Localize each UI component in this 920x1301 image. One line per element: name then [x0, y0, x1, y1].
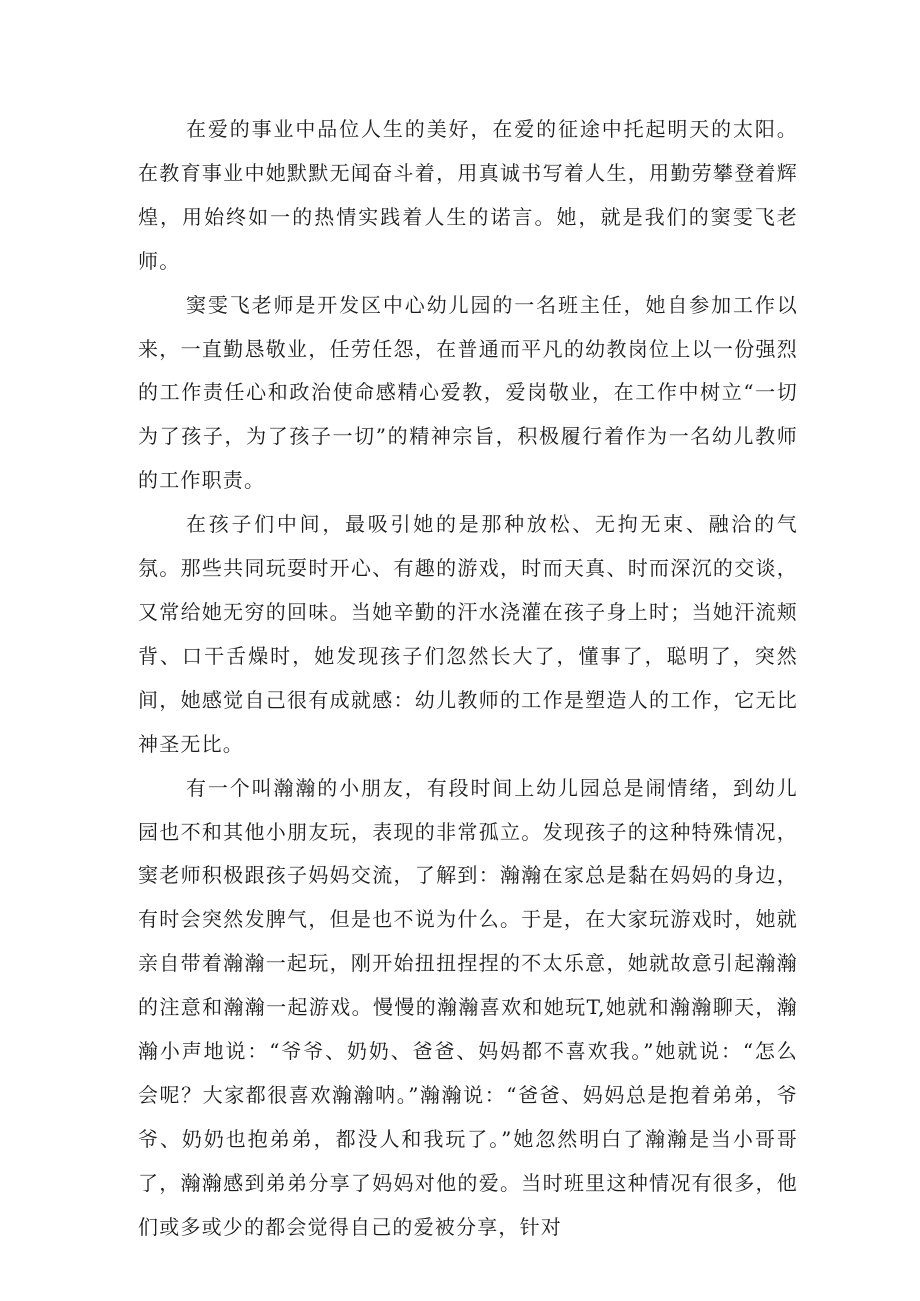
paragraph-2: 窦雯飞老师是开发区中心幼儿园的一名班主任，她自参加工作以来，一直勤恳敬业，任劳任怨，在普通而平凡的幼教岗位上以一份强烈的工作责任心和政治使命感精心爱教，爱岗敬业，在工作中树立“一切为了孩子，为了孩子一切”的精神宗旨，积极履行着作为一名幼儿教师的工作职责。: [138, 292, 798, 493]
document-body: [138, 108, 798, 1250]
paragraph-1: 在爱的事业中品位人生的美好，在爱的征途中托起明天的太阳。在教育事业中她默默无闻奋斗着，用真诚书写着人生，用勤劳攀登着辉煌，用始终如一的热情实践着人生的诺言。她，就是我们的窦雯飞老师。: [138, 117, 798, 273]
paragraph-4: 有一个叫瀚瀚的小朋友，有段时间上幼儿园总是闹情绪，到幼儿园也不和其他小朋友玩，表现的非常孤立。发现孩子的这种特殊情况，窦老师积极跟孩子妈妈交流，了解到：瀚瀚在家总是黏在妈妈的身边，有时会突然发脾气，但是也不说为什么。于是，在大家玩游戏时，她就亲自带着瀚瀚一起玩，刚开始扭扭捏捏的不太乐意，她就故意引起瀚瀚的注意和瀚瀚一起游戏。慢慢的瀚瀚喜欢和她玩T,她就和瀚瀚聊天，瀚瀚小声地说：“爷爷、奶奶、爸爸、妈妈都不喜欢我。”她就说：“怎么会呢？大家都很喜欢瀚瀚呐。”瀚瀚说：“爸爸、妈妈总是抱着弟弟，爷爷、奶奶也抱弟弟，都没人和我玩了。”她忽然明白了瀚瀚是当小哥哥了，瀚瀚感到弟弟分享了妈妈对他的爱。当时班里这种情况有很多，他们或多或少的都会觉得自己的爱被分享，针对: [138, 775, 798, 1239]
paragraph-3: 在孩子们中间，最吸引她的是那种放松、无拘无束、融洽的气氛。那些共同玩耍时开心、有趣的游戏，时而天真、时而深沉的交谈，又常给她无穷的回味。当她辛勤的汗水浇灌在孩子身上时；当她汗流颊背、口干舌燥时，她发现孩子们忽然长大了，懂事了，聪明了，突然间，她感觉自己很有成就感：幼儿教师的工作是塑造人的工作，它无比神圣无比。: [138, 512, 798, 756]
